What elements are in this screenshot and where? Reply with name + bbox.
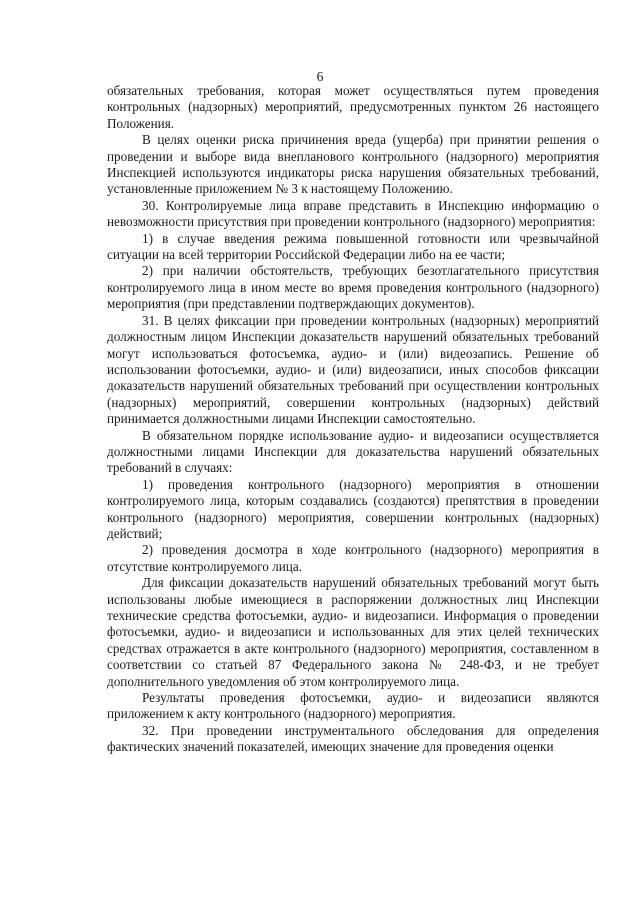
paragraph-30: 30. Контролируемые лица вправе представить в Инспекцию информацию о невозможности присутствия при проведении контрольного (надзорного) мероприятия: — [107, 197, 599, 230]
paragraph-30-item-2: 2) при наличии обстоятельств, требующих безотлагательного присутствия контролируемого лица в ином месте во время проведения контрольного (надзорного) мероприятия (при представлении подтверждающих документов). — [107, 263, 599, 312]
document-body — [107, 83, 599, 756]
paragraph-technical-means: Для фиксации доказательств нарушений обязательных требований могут быть использованы любые имеющиеся в распоряжении должностных лиц Инспекции технические средства фотосъемки, аудио- и видеозаписи. Информация о проведении фотосъемки, аудио- и видеозаписи и использованных для этих целей технических средствах отражается в акте контрольного (надзорного) мероприятия, составленном в соответствии со статьей 87 Федерального закона № 248-ФЗ, и не требует дополнительного уведомления об этом контролируемого лица. — [107, 575, 599, 689]
paragraph-recording-case-2: 2) проведения досмотра в ходе контрольного (надзорного) мероприятия в отсутствие контролируемого лица. — [107, 542, 599, 574]
paragraph-results: Результаты проведения фотосъемки, аудио- и видеозаписи являются приложением к акту контрольного (надзорного) мероприятия. — [107, 690, 599, 722]
page-number: 6 — [316, 69, 324, 84]
paragraph-30-item-1: 1) в случае введения режима повышенной готовности или чрезвычайной ситуации на всей территории Российской Федерации либо на ее части; — [107, 230, 599, 263]
paragraph-recording-case-1: 1) проведения контрольного (надзорного) мероприятия в отношении контролируемого лица, которым создавались (создаются) препятствия в проведении контрольного (надзорного) мероприятия, совершении контрольных (надзорных) действий; — [107, 476, 599, 541]
paragraph-mandatory-recording: В обязательном порядке использование аудио- и видеозаписи осуществляется должностными лицами Инспекции для доказательства нарушений обязательных требований в случаях: — [107, 427, 599, 476]
paragraph-31: 31. В целях фиксации при проведении контрольных (надзорных) мероприятий должностным лицом Инспекции доказательств нарушений обязательных требований могут использоваться фотосъемка, аудио- и (или) видеозапись. Решение об использовании фотосъемки, аудио- и (или) видеозаписи, иных способов фиксации доказательств нарушений обязательных требований при осуществлении контрольных (надзорных) мероприятий, совершении контрольных (надзорных) действий принимается должностными лицами Инспекции самостоятельно. — [107, 312, 599, 427]
paragraph-continuation: обязательных требования, которая может осуществляться путем проведения контрольных (надзорных) мероприятий, предусмотренных пунктом 26 настоящего Положения. — [107, 83, 599, 131]
paragraph-32: 32. При проведении инструментального обследования для определения фактических значений показателей, имеющих значение для проведения оценки — [107, 722, 599, 755]
paragraph-risk-indicators: В целях оценки риска причинения вреда (ущерба) при принятии решения о проведении и выборе вида внепланового контрольного (надзорного) мероприятия Инспекцией используются индикаторы риска нарушения обязательных требований, установленные приложением № 3 к настоящему Положению. — [107, 132, 599, 197]
